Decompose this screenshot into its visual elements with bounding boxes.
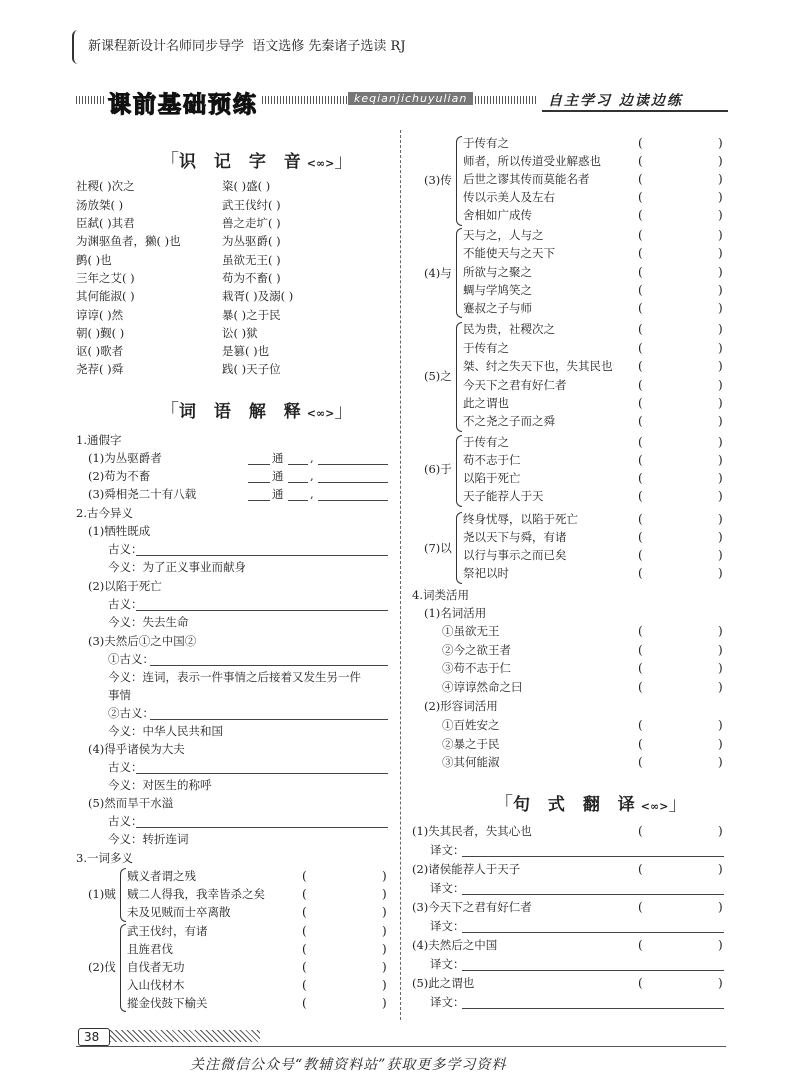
translate-item: (5)此之谓也 (412, 976, 475, 990)
polysemy-item: 师者，所以传道受业解惑也 (463, 154, 601, 168)
list-item: 其何能淑( ) (76, 289, 135, 303)
polysemy-item: 未及见贼而士卒离散 (127, 905, 231, 919)
translate-label: 译文： (430, 995, 465, 1009)
gujin-old-label: 古义： (108, 814, 143, 828)
polysemy-item: 所欲与之聚之 (463, 265, 532, 279)
list-item: 为丛驱爵( ) (222, 234, 281, 248)
polysemy-item: 于传有之 (463, 136, 509, 150)
section-title-sound: 「识 记 字 音<∞>」 (160, 150, 354, 172)
polysemy-label-chuan: (3)传 (424, 173, 452, 187)
gujin-word: (4)得乎诸侯为大夫 (88, 742, 185, 756)
polysemy-item: 且旌君伐 (127, 942, 173, 956)
list-item: 武王伐纣( ) (222, 198, 281, 212)
list-item: 讴( )歌者 (76, 344, 124, 358)
polysemy-label-fa: (2)伐 (88, 960, 116, 974)
polysemy-item: 今天下之君有好仁者 (463, 378, 567, 392)
list-item: 三年之艾( ) (76, 271, 135, 285)
list-item: 为渊驱鱼者，獭( )也 (76, 234, 181, 248)
list-item: 是篡( )也 (222, 344, 270, 358)
heading-polysemy: 3.一词多义 (76, 851, 133, 865)
banner-pinyin: keqianjichuyulian (348, 92, 473, 105)
list-item: 栽胥( )及溺( ) (222, 289, 294, 303)
polysemy-item: 贼义者谓之残 (127, 869, 196, 883)
polysemy-label-yi: (7)以 (424, 541, 452, 555)
list-item: 兽之走圹( ) (222, 216, 281, 230)
gujin-old-label: 古义： (108, 542, 143, 556)
answer-line[interactable] (136, 773, 388, 774)
gujin-word: (1)牺牲既成 (88, 524, 151, 538)
answer-line[interactable] (150, 719, 388, 720)
translate-item: (2)诸侯能荐人于天子 (412, 862, 521, 876)
noun-item: ①虽欲无王 (442, 624, 500, 638)
list-item: 鹯( )也 (76, 253, 112, 267)
polysemy-item: 不之尧之子而之舜 (463, 414, 555, 428)
noun-item: ③苟不志于仁 (442, 661, 511, 675)
polysemy-item: 于传有之 (463, 435, 509, 449)
banner-right: 自主学习 边读边练 (542, 90, 728, 112)
translation-line[interactable] (462, 1008, 724, 1009)
gujin-new: 今义：转折连词 (108, 832, 189, 846)
polysemy-item: 桀、纣之失天下也，失其民也 (463, 359, 613, 373)
answer-line[interactable] (136, 555, 388, 556)
polysemy-label-yuu: (6)于 (424, 462, 452, 476)
brace (456, 136, 462, 226)
answer-line[interactable] (150, 665, 388, 666)
answer-line[interactable] (136, 610, 388, 611)
translate-item: (3)今天下之君有好仁者 (412, 900, 532, 914)
translation-line[interactable] (462, 970, 724, 971)
list-item: 践( )天子位 (222, 362, 281, 376)
heading-word-class: 4.词类活用 (412, 588, 469, 602)
heading-tongjia: 1.通假字 (76, 433, 122, 447)
polysemy-label-zhi: (5)之 (424, 369, 452, 383)
gujin-old-label: ②古义： (108, 706, 154, 720)
polysemy-item: 后世之谬其传而莫能名者 (463, 172, 590, 186)
banner (76, 86, 726, 118)
list-item: 汤放桀( ) (76, 198, 124, 212)
gujin-word: (5)然而旱干水溢 (88, 796, 174, 810)
translate-label: 译文： (430, 843, 465, 857)
polysemy-item: 传以示美人及左右 (463, 190, 555, 204)
translation-line[interactable] (462, 894, 724, 895)
brace (456, 512, 462, 584)
polysemy-item: 尧以天下与舜，有诸 (463, 530, 567, 544)
polysemy-item: 摐金伐鼓下榆关 (127, 996, 208, 1010)
section-title-translate: 「句 式 翻 译<∞>」 (494, 793, 688, 815)
tongjia-item: (1)为丛驱爵者 (88, 451, 162, 465)
adj-item: ②暴之于民 (442, 737, 500, 751)
polysemy-item: 自伐者无功 (127, 960, 185, 974)
list-item: 社稷( )次之 (76, 179, 135, 193)
gujin-new-cont: 事情 (108, 688, 131, 702)
translate-item: (4)夫然后之中国 (412, 938, 498, 952)
polysemy-item: 天与之，人与之 (463, 228, 544, 242)
gujin-new: 今义：连词，表示一件事情之后接着又发生另一件 (108, 670, 361, 684)
footer-line (76, 1046, 726, 1047)
brace (456, 322, 462, 432)
polysemy-item: 祭祀以时 (463, 566, 509, 580)
polysemy-item: 终身忧辱，以陷于死亡 (463, 512, 578, 526)
gujin-word: (3)夫然后①之中国② (88, 634, 197, 648)
gujin-old-label: 古义： (108, 760, 143, 774)
brace (120, 868, 126, 922)
list-item: 臣弑( )其君 (76, 216, 135, 230)
polysemy-item: 于传有之 (463, 341, 509, 355)
polysemy-item: 苟不志于仁 (463, 453, 521, 467)
translate-label: 译文： (430, 919, 465, 933)
polysemy-item: 以行与事示之而已矣 (463, 548, 567, 562)
list-item: 粢( )盛( ) (222, 179, 271, 193)
heading-adj-use: (2)形容词活用 (424, 699, 498, 713)
brace (456, 435, 462, 507)
polysemy-item: 舍相如广成传 (463, 208, 532, 222)
adj-item: ①百姓安之 (442, 718, 500, 732)
section-title-words: 「词 语 解 释<∞>」 (160, 400, 354, 422)
translate-label: 译文： (430, 957, 465, 971)
polysemy-label-zei: (1)贼 (88, 887, 116, 901)
translation-line[interactable] (462, 932, 724, 933)
footer-hatch (110, 1030, 260, 1042)
list-item: 尧荐( )舜 (76, 362, 124, 376)
gujin-new: 今义：中华人民共和国 (108, 724, 223, 738)
gujin-old-label: ①古义： (108, 652, 154, 666)
polysemy-item: 民为贵，社稷次之 (463, 322, 555, 336)
list-item: 讼( )狱 (222, 326, 258, 340)
polysemy-item: 武王伐纣，有诸 (127, 924, 208, 938)
translate-label: 译文： (430, 881, 465, 895)
list-item: 暴( )之于民 (222, 308, 281, 322)
brace (120, 924, 126, 1012)
polysemy-item: 贼二人得我，我幸皆杀之矣 (127, 887, 265, 901)
noun-item: ②今之欲王者 (442, 643, 511, 657)
tongjia-item: (2)苟为不畜 (88, 469, 151, 483)
list-item: 谆谆( )然 (76, 308, 124, 322)
tongjia-item: (3)舜相尧二十有八载 (88, 487, 197, 501)
list-item: 苟为不畜( ) (222, 271, 281, 285)
gujin-word: (2)以陷于死亡 (88, 579, 162, 593)
polysemy-item: 天子能荐人于天 (463, 489, 544, 503)
gujin-old-label: 古义： (108, 597, 143, 611)
list-item: 虽欲无王( ) (222, 253, 281, 267)
gujin-new: 今义：对医生的称呼 (108, 778, 212, 792)
banner-title: 课前基础预练 (104, 86, 262, 119)
noun-item: ④谆谆然命之曰 (442, 680, 523, 694)
answer-line[interactable] (136, 827, 388, 828)
translation-line[interactable] (462, 856, 724, 857)
polysemy-item: 以陷于死亡 (463, 471, 521, 485)
gujin-new: 今义：失去生命 (108, 615, 189, 629)
heading-gujin: 2.古今异义 (76, 506, 133, 520)
polysemy-item: 入山伐材木 (127, 978, 185, 992)
gujin-new: 今义：为了正义事业而献身 (108, 560, 246, 574)
polysemy-item: 此之谓也 (463, 396, 509, 410)
column-divider (400, 130, 401, 1020)
polysemy-item: 蜩与学鸠笑之 (463, 283, 532, 297)
page-number: 38 (84, 1030, 100, 1044)
polysemy-item: 蹇叔之子与师 (463, 301, 532, 315)
list-item: 朝( )觐( ) (76, 326, 125, 340)
brace (456, 228, 462, 318)
polysemy-label-yu: (4)与 (424, 266, 452, 280)
footer-note: 关注微信公众号“教辅资料站”获取更多学习资料 (190, 1057, 507, 1073)
adj-item: ③其何能淑 (442, 755, 500, 769)
polysemy-item: 不能使天与之天下 (463, 246, 555, 260)
header-bracket (72, 30, 80, 64)
translate-item: (1)失其民者，失其心也 (412, 824, 532, 838)
heading-noun-use: (1)名词活用 (424, 606, 487, 620)
header-series: 新课程新设计名师同步导学 语文选修 先秦诸子选读 RJ (88, 39, 406, 54)
